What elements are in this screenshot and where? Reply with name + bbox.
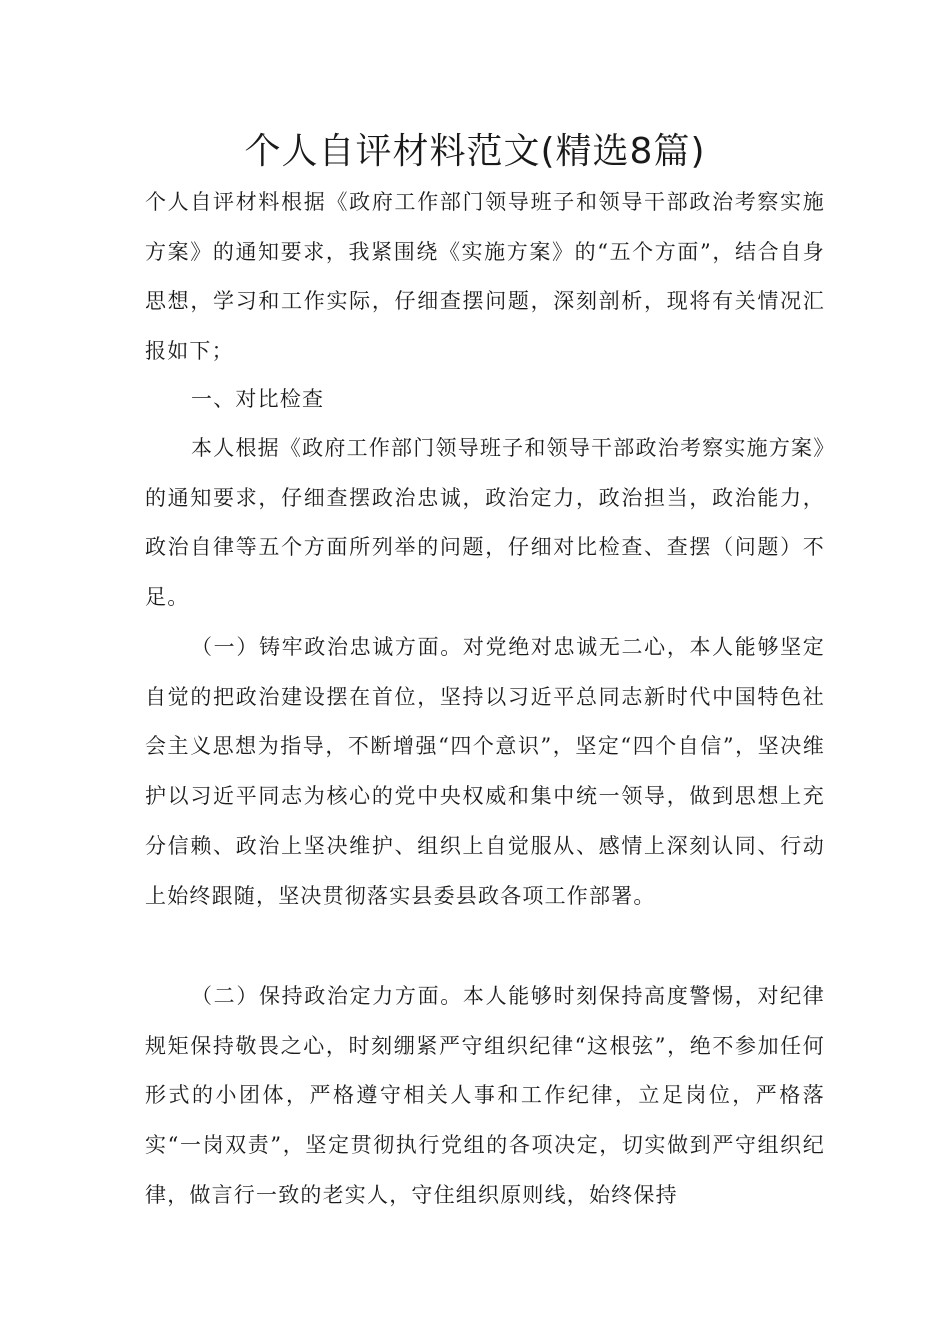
paragraph-intro: 个人自评材料根据《政府工作部门领导班子和领导干部政治考察实施方案》的通知要求，我紧围绕《实施方案》的“五个方面”，结合自身思想，学习和工作实际，仔细查摆问题，深刻剖析，现将有关情况汇报如下； [145, 190, 825, 364]
paragraph-political-determination: （二）保持政治定力方面。本人能够时刻保持高度警惕，对纪律规矩保持敬畏之心，时刻绷紧严守组织纪律“这根弦”，绝不参加任何形式的小团体，严格遵守相关人事和工作纪律，立足岗位，严格落实“一岗双责”，坚定贯彻执行党组的各项决定，切实做到严守组织纪律，做言行一致的老实人，守住组织原则线，始终保持 [145, 984, 825, 1207]
paragraph-political-loyalty: （一）铸牢政治忠诚方面。对党绝对忠诚无二心，本人能够坚定自觉的把政治建设摆在首位，坚持以习近平总同志新时代中国特色社会主义思想为指导，不断增强“四个意识”，坚定“四个自信”，坚决维护以习近平同志为核心的党中央权威和集中统一领导，做到思想上充分信赖、政治上坚决维护、组织上自觉服从、感情上深刻认同、行动上始终跟随，坚决贯彻落实县委县政各项工作部署。 [145, 635, 825, 908]
section-heading-comparison: 一、对比检查 [191, 387, 325, 411]
document-title: 个人自评材料范文(精选8篇) [244, 131, 706, 172]
paragraph-comparison: 本人根据《政府工作部门领导班子和领导干部政治考察实施方案》的通知要求，仔细查摆政治忠诚，政治定力，政治担当，政治能力，政治自律等五个方面所列举的问题，仔细对比检查、查摆（问题）不足。 [145, 436, 825, 610]
